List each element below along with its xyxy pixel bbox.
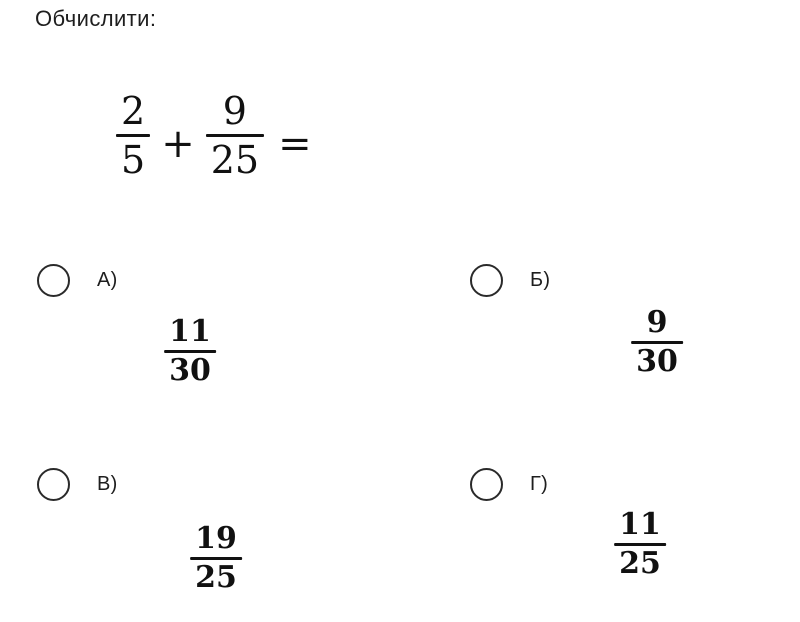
option-a-fraction	[164, 314, 216, 389]
option-a-label: А)	[97, 269, 118, 291]
radio-button-v[interactable]	[37, 468, 70, 501]
option-g-fraction	[614, 507, 666, 582]
expression-fraction-1	[116, 88, 150, 183]
fraction-denominator: 25	[210, 138, 260, 182]
fraction-denominator: 25	[619, 546, 661, 581]
option-b-label: Б)	[530, 269, 551, 291]
fraction-denominator: 25	[195, 560, 237, 595]
equals-sign: =	[278, 120, 312, 167]
option-v	[37, 468, 118, 501]
fraction-denominator: 30	[636, 344, 678, 379]
option-v-fraction	[190, 521, 242, 596]
fraction-numerator: 2	[121, 89, 146, 133]
option-g-label: Г)	[530, 473, 549, 495]
fraction-denominator: 5	[121, 138, 146, 182]
fraction-numerator: 9	[646, 305, 668, 340]
option-b	[470, 264, 550, 297]
radio-button-a[interactable]	[37, 264, 70, 297]
question-prompt: Обчислити:	[35, 6, 157, 31]
fraction-numerator: 11	[619, 507, 661, 542]
option-v-label: В)	[97, 473, 118, 495]
fraction-numerator: 9	[222, 89, 247, 133]
radio-button-g[interactable]	[470, 468, 503, 501]
math-expression	[116, 88, 312, 183]
radio-button-b[interactable]	[470, 264, 503, 297]
fraction-numerator: 11	[169, 314, 211, 349]
plus-operator: +	[161, 120, 195, 167]
option-a	[37, 264, 118, 297]
expression-fraction-2	[206, 88, 264, 183]
fraction-numerator: 19	[195, 521, 237, 556]
fraction-denominator: 30	[169, 353, 211, 388]
option-b-fraction	[631, 305, 683, 380]
option-g	[470, 468, 548, 501]
